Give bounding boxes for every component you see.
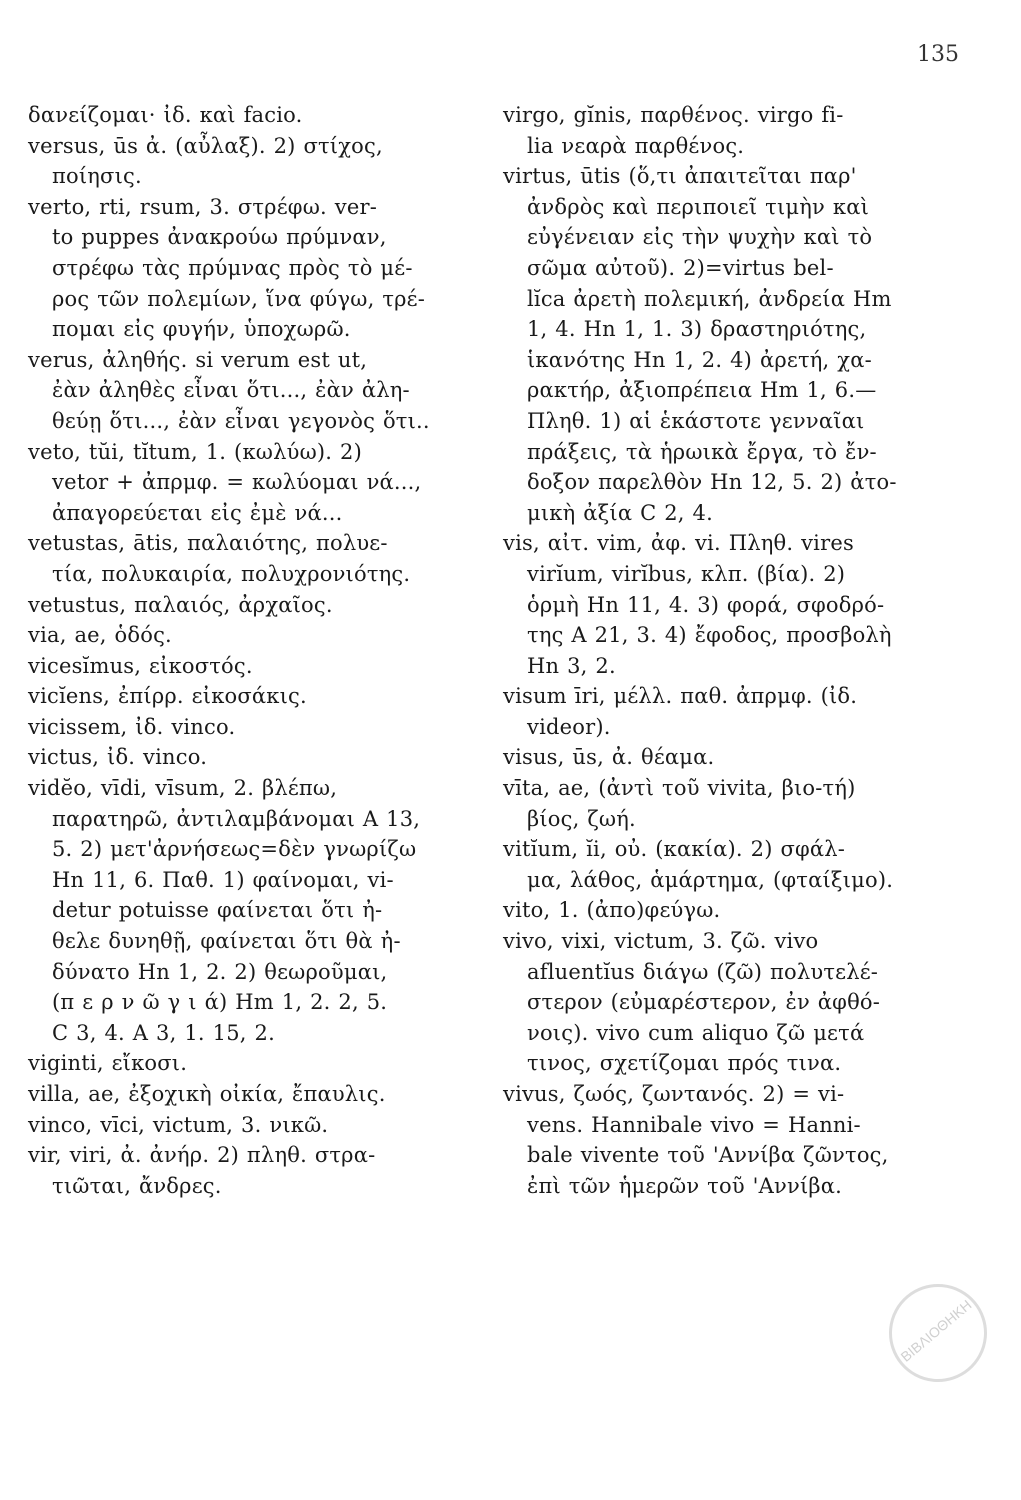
entry-line: θελε δυνηθῇ, φαίνεται ὅτι θὰ ἠ- [52,929,401,954]
entry-line: virgo, gĭnis, παρθένος. virgo fi- [503,103,844,127]
entry-line: afluentĭus διάγω (ζῶ) πολυτελέ- [527,959,879,984]
entry-line: τινος, σχετίζομαι πρός τινα. [527,1051,842,1076]
entry-line: ποίησις. [52,164,142,189]
entry-line: villa, ae, ἐξοχικὴ οἰκία, ἔπαυλις. [28,1082,386,1106]
entry-line: νοις). vivo cum aliquo ζῶ μετά [527,1020,865,1045]
entry-line: ἀνδρὸς καὶ περιποιεῖ τιμὴν καὶ [527,194,870,219]
entry-line: to puppes ἀνακρούω πρύμναν, [52,225,387,250]
left-column [28,100,468,1201]
entry-line: virtus, ūtis (ὅ,τι ἀπαιτεῖται παρ' [503,164,857,189]
entry-line: στερον (εὐμαρέστερον, ἐν ἀφθό- [527,990,881,1015]
library-stamp: ΒΙΒΛΙΟΘΗΚΗ [869,1264,1007,1402]
entry-line: vens. Hannibale vivo = Hanni- [527,1112,861,1137]
entry-line: της A 21, 3. 4) ἔφοδος, προσβολὴ [527,623,892,648]
entry-line: δανείζομαι· ἰδ. καὶ facio. [28,103,303,127]
entry-line: vetustas, ātis, παλαιότης, πολυε- [28,531,388,556]
entry-line: vetor + ἀπρμφ. = κωλύομαι νά..., [52,470,422,495]
entry-line: bale vivente τοῦ 'Αννίβα ζῶντος, [527,1143,889,1168]
entry-line: visus, ūs, ἀ. θέαμα. [503,745,715,770]
entry-line: detur potuisse φαίνεται ὅτι ἠ- [52,898,383,923]
entry-line: βίος, ζωή. [527,806,636,831]
entry-line: vidĕo, vīdi, vīsum, 2. βλέπω, [28,776,338,801]
entry-line: via, ae, ὁδός. [28,623,172,648]
entry-line: vivo, vixi, victum, 3. ζῶ. vivo [503,929,819,954]
entry-line: videor). [527,714,611,739]
entry-line: δύνατο Hn 1, 2. 2) θεωροῦμαι, [52,959,388,984]
entry-line: δοξον παρελθὸν Hn 12, 5. 2) ἀτο- [527,470,897,495]
entry-line: θεύῃ ὅτι..., ἐὰν εἶναι γεγονὸς ὅτι.. [52,408,430,433]
entry-line: lĭca ἀρετὴ πολεμική, ἀνδρεία Hm [527,286,892,311]
entry-line: 1, 4. Hn 1, 1. 3) δραστηριότης, [527,317,867,342]
entry-line: veto, tŭi, tĭtum, 1. (κωλύω). 2) [28,439,362,464]
entry-line: vitĭum, ĭi, οὐ. (κακία). 2) σφάλ- [503,837,846,862]
entry-line: ὁρμὴ Hn 11, 4. 3) φορά, σφοδρό- [527,592,885,617]
entry-line: vicissem, ἰδ. vinco. [28,714,236,739]
entry-line: vis, αἰτ. vim, ἀφ. vi. Πληθ. vires [503,531,854,556]
entry-line: τιῶται, ἄνδρες. [52,1173,222,1198]
entry-line: ρος τῶν πολεμίων, ἵνα φύγω, τρέ- [52,286,426,311]
entry-line: C 3, 4. A 3, 1. 15, 2. [52,1020,275,1045]
entry-line: πομαι εἰς φυγήν, ὑποχωρῶ. [52,317,351,342]
entry-line: vito, 1. (ἀπο)φεύγω. [503,898,721,923]
right-column [503,100,933,1201]
entry-line: 5. 2) μετ'ἀρνήσεως=δὲν γνωρίζω [52,837,417,862]
entry-line: verto, rti, rsum, 3. στρέφω. ver- [28,194,378,219]
entry-line: εὐγένειαν εἰς τὴν ψυχὴν καὶ τὸ [527,225,873,250]
entry-line: μικὴ ἀξία C 2, 4. [527,500,713,525]
entry-line: vicĭens, ἐπίρρ. εἰκοσάκις. [28,684,307,709]
entry-line: victus, ἰδ. vinco. [28,745,208,770]
entry-line: σῶμα αὐτοῦ). 2)=virtus bel- [527,255,834,280]
entry-line: visum īri, μέλλ. παθ. ἀπρμφ. (ἰδ. [503,684,858,709]
entry-line: ρακτήρ, ἀξιοπρέπεια Hm 1, 6.— [527,378,877,403]
entry-line: vir, viri, ἀ. ἀνήρ. 2) πληθ. στρα- [28,1143,376,1168]
entry-line: ἐπὶ τῶν ἡμερῶν τοῦ 'Αννίβα. [527,1173,842,1198]
entry-line: Hn 3, 2. [527,653,616,678]
entry-line: ἀπαγορεύεται εἰς ἐμὲ νά... [52,500,343,525]
entry-line: lia νεαρὰ παρθένος. [527,133,745,158]
entry-line: Hn 11, 6. Παθ. 1) φαίνομαι, vi- [52,867,394,892]
entry-line: στρέφω τὰς πρύμνας πρὸς τὸ μέ- [52,255,413,280]
entry-line: verus, ἀληθής. si verum est ut, [28,347,368,372]
entry-line: viginti, εἴκοσι. [28,1051,188,1076]
entry-line: virĭum, virĭbus, κλπ. (βία). 2) [527,561,846,586]
entry-line: Πληθ. 1) αἱ ἑκάστοτε γενναῖαι [527,408,865,433]
entry-line: τία, πολυκαιρία, πολυχρονιότης. [52,561,411,586]
entry-line: πράξεις, τὰ ἡρωικὰ ἔργα, τὸ ἔν- [527,439,877,464]
entry-line: vīta, ae, (ἀντὶ τοῦ vivita, βιο-τή) [503,776,856,801]
entry-line: (π ε ρ ν ῶ γ ι ά) Hm 1, 2. 2, 5. [52,990,388,1015]
entry-line: vivus, ζωός, ζωντανός. 2) = vi- [503,1082,845,1106]
page-number: 135 [917,42,959,67]
entry-line: vetustus, παλαιός, ἀρχαῖος. [28,592,333,617]
entry-line: ἐὰν ἀληθὲς εἶναι ὅτι..., ἐὰν ἀλη- [52,378,410,403]
entry-line: versus, ūs ἀ. (αὖλαξ). 2) στίχος, [28,133,383,158]
entry-line: μα, λάθος, ἁμάρτημα, (φταίξιμο). [527,867,894,892]
entry-line: ἱκανότης Hn 1, 2. 4) ἀρετή, χα- [527,347,872,372]
entry-line: παρατηρῶ, ἀντιλαμβάνομαι A 13, [52,806,421,831]
entry-line: vicesĭmus, εἰκοστός. [28,653,253,678]
entry-line: vinco, vīci, victum, 3. νικῶ. [28,1112,329,1137]
